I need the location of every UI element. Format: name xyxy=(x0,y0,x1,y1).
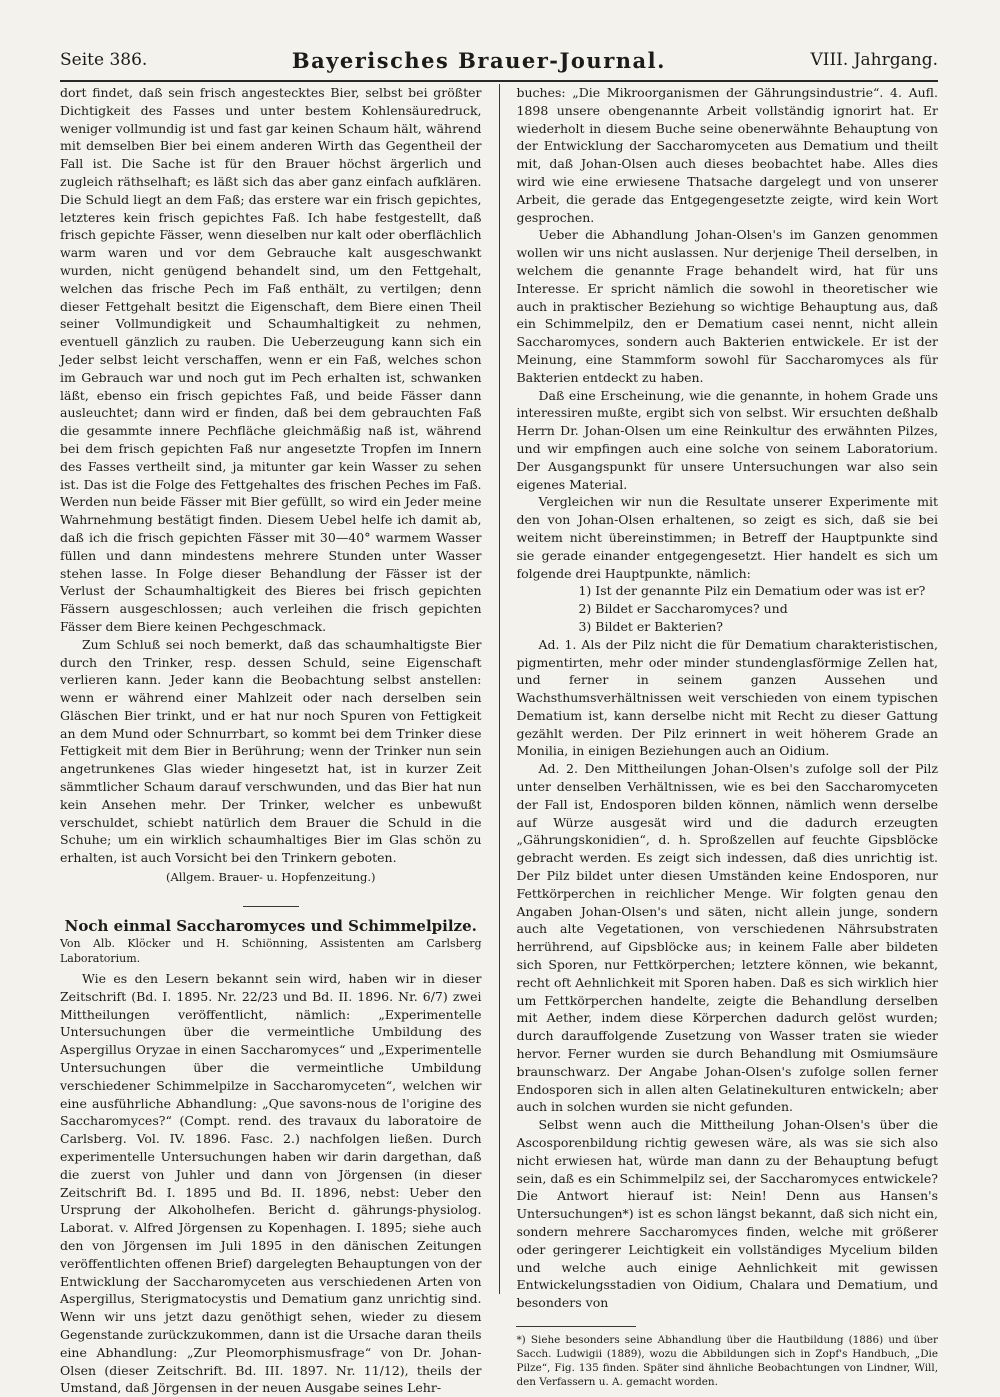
right-paragraph-1: buches: „Die Mikroorganismen der Gährungsindustrie“. 4. Aufl. 1898 unsere obengenannte Arbeit vollständig ignorirt hat. Er wiederholt in diesem Buche seine obenerwähnte Behauptung von der Entwicklung der Saccharomyceten aus Dematium und theilt mit, daß Johan-Olsen auch dieses beobachtet habe. Alles dies wird wie eine erwiesene Thatsache dargelegt und von unserer Arbeit, die gerade das Entgegengesetzte zeigte, wird kein Wort gesprochen. xyxy=(516,85,938,225)
question-item: 1) Ist der genannte Pilz ein Dematium oder was ist er? xyxy=(578,583,926,599)
article2-title: Noch einmal Saccharomyces und Schimmelpilze. xyxy=(64,917,477,936)
column-divider xyxy=(499,84,500,1294)
question-item: 3) Bildet er Bakterien? xyxy=(578,618,723,634)
right-column xyxy=(516,84,938,1388)
article2-byline: Von Alb. Klöcker und H. Schiönning, Assistenten am Carlsberg Laboratorium. xyxy=(60,937,482,965)
footnote-separator xyxy=(516,1326,636,1327)
article1-source: (Allgem. Brauer- u. Hopfenzeitung.) xyxy=(165,870,376,885)
footnote: *) Siehe besonders seine Abhandlung über die Hautbildung (1886) und über Sacch. Ludwigii (1889), wozu die Abbildungen sich in Zopf's Handbuch, „Die Pilze“, Fig. 135 finden. Später sind ähnliche Beobachtungen von Lindner, Will, den Verfassern u. A. gemacht worden. xyxy=(516,1333,938,1388)
text-columns xyxy=(60,84,938,1396)
page-header xyxy=(60,40,938,82)
question-list xyxy=(516,582,938,635)
left-column xyxy=(60,84,482,1396)
article1-paragraph-2: Zum Schluß sei noch bemerkt, daß das schaumhaltigste Bier durch den Trinker, resp. dessen Schuld, seine Eigenschaft verlieren kann. Jeder kann die Beobachtung selbst anstellen: wenn er während einer Mahlzeit oder nach derselben sein Gläschen Bier trinkt, und er hat nur noch Spuren von Fettigkeit an dem Mund oder Schnurrbart, so kommt bei dem Trinker diese Fettigkeit mit dem Bier in Berührung; wenn der Trinker nun sein angetrunkenes Glas wieder hingesetzt hat, ist in kurzer Zeit sämmtlicher Schaum darauf verschwunden, und das Bier hat nun kein Ansehen mehr. Der Trinker, welcher es unbewußt verschuldet, schiebt natürlich dem Brauer die Schuld in die Schuhe; um ein wirklich schaumhaltiges Bier im Glas schön zu erhalten, ist auch Vorsicht bei den Trinkern geboten. xyxy=(60,636,482,866)
right-paragraph-ad1: Ad. 1. Als der Pilz nicht die für Dematium charakteristischen, pigmentirten, mehr oder minder stundenglasförmige Zellen hat, und ferner in seinem ganzen Aussehen und Wachsthumsverhältnissen weit verschieden von einem typischen Dematium ist, kann derselbe nicht mit Recht zu dieser Gattung gezählt werden. Der Pilz erinnert in weit höherem Grade an Monilia, in einigen Beziehungen auch an Oidium. xyxy=(516,636,938,759)
right-paragraph-2: Ueber die Abhandlung Johan-Olsen's im Ganzen genommen wollen wir uns nicht auslassen. Nur derjenige Theil derselben, in welchem die genannte Frage behandelt wird, hat für uns Interesse. Er spricht nämlich die sowohl in theoretischer wie auch in praktischer Beziehung so wichtige Behauptung aus, daß ein Schimmelpilz, den er Dematium casei nennt, nicht allein Saccharomyces, sondern auch Bakterien entwickele. Er ist der Meinung, eine Stammform sowohl für Saccharomyces als für Bakterien entdeckt zu haben. xyxy=(516,227,938,385)
right-paragraph-last: Selbst wenn auch die Mittheilung Johan-Olsen's über die Ascosporenbildung richtig gewesen wäre, als was sie sich also nicht erwiesen hat, würde man dann zu der Behauptung befugt sein, daß es ein Schimmelpilz sei, der Saccharomyces entwickele? Die Antwort hierauf ist: Nein! Denn aus Hansen's Untersuchungen*) ist es schon längst bekannt, daß sich nicht ein, sondern mehrere Saccharomyces finden, welche mit größerer oder geringerer Leichtigkeit ein vollständiges Mycelium bilden und welche auch einige Aehnlichkeit mit gewissen Entwickelungsstadien von Oidium, Chalara und Dematium, und besonders von xyxy=(516,1117,938,1311)
right-paragraph-ad2: Ad. 2. Den Mittheilungen Johan-Olsen's zufolge soll der Pilz unter denselben Verhältnissen, wie es bei den Saccharomyceten der Fall ist, Endosporen bilden können, nämlich wenn derselbe auf Würze ausgesät wird und die dadurch erzeugten „Gährungskonidien“, d. h. Sproßzellen auf feuchte Gipsblöcke gebracht werden. Es zeigt sich indessen, daß dies unrichtig ist. Der Pilz bildet unter diesen Umständen keine Endosporen, nur Fettkörperchen in reichlicher Menge. Wir folgten genau den Angaben Johan-Olsen's und säten, nicht allein junge, sondern auch alte Vegetationen, von verschiedenen Nährsubstraten herrührend, auf Gipsblöcke aus; in keinem Falle aber bildeten sich Sporen, nur Fettkörperchen; letztere können, wie bekannt, recht oft Aehnlichkeit mit Sporen haben. Daß es sich wirklich hier um Fettkörperchen handelte, zeigte die Behandlung derselben mit Aether, indem diese Körperchen dadurch gelöst wurden; durch darauffolgende Zusetzung von Wasser traten sie wieder hervor. Ferner wurden sie durch Behandlung mit Osmiumsäure braunschwarz. Der Angabe Johan-Olsen's zufolge sollen ferner Endosporen sich in allen alten Gelatinekulturen entwickeln; aber auch in solchen wurden sie nicht gefunden. xyxy=(516,761,938,1115)
right-paragraph-4: Vergleichen wir nun die Resultate unserer Experimente mit den von Johan-Olsen erhaltenen, so zeigt es sich, daß sie bei weitem nicht übereinstimmen; in Betreff der Hauptpunkte sind sie gerade einander entgegengesetzt. Hier handelt es sich um folgende drei Hauptpunkte, nämlich: xyxy=(516,494,938,581)
right-paragraph-3: Daß eine Erscheinung, wie die genannte, in hohem Grade uns interessiren mußte, ergibt sich von selbst. Wir ersuchten deßhalb Herrn Dr. Johan-Olsen um eine Reinkultur des erwähnten Pilzes, und wir empfingen auch eine solche von seinem Laboratorium. Der Ausgangspunkt für unsere Untersuchungen war also sein eigenes Material. xyxy=(516,387,938,492)
volume-label: VIII. Jahrgang. xyxy=(810,50,938,70)
page-number: Seite 386. xyxy=(60,50,148,70)
article1-paragraph-1: dort findet, daß sein frisch angestecktes Bier, selbst bei größter Dichtigkeit des Fasses und unter bestem Kohlensäuredruck, weniger vollmundig ist und fast gar keinen Schaum hält, während mit demselben Bier bei einem anderen Wirth das Gegentheil der Fall ist. Die Sache ist für den Brauer höchst ärgerlich und zugleich räthselhaft; es läßt sich das aber ganz einfach aufklären. Die Schuld liegt an dem Faß; das erstere war ein frisch gepichtes, letzteres kein frisch gepichtes Faß. Ich habe festgestellt, daß frisch gepichte Fässer, wenn dieselben nur kalt oder oberflächlich warm waren und vor dem Gebrauche kalt ausgeschwankt wurden, nicht genügend behandelt sind, um den Fettgehalt, welchen das frische Pech im Faß enthält, zu vertilgen; denn dieser Fettgehalt besitzt die Eigenschaft, dem Biere einen Theil seiner Vollmundigkeit und Schaumhaltigkeit zu nehmen, eventuell gänzlich zu rauben. Die Ueberzeugung kann sich ein Jeder selbst leicht verschaffen, wenn er ein Faß, welches schon im Gebrauch war und noch gut im Pech erhalten ist, schwanken läßt, ebenso ein frisch gepichtes Faß, und beide Fässer dann ausleuchtet; dann wird er finden, daß bei dem gebrauchten Faß die gesammte innere Pechfläche gleichmäßig naß ist, während bei dem frisch gepichten Faß nur angesetzte Tropfen im Innern des Fasses vertheilt sind, ja mitunter gar kein Wasser zu sehen ist. Das ist die Folge des Fettgehaltes des frischen Peches im Faß. Werden nun beide Fässer mit Bier gefüllt, so wird ein Jeder meine Wahrnehmung bestätigt finden. Diesem Uebel helfe ich damit ab, daß ich die frisch gepichten Fässer mit 30—40° warmem Wasser füllen und dann mindestens mehrere Stunden unter Wasser stehen lasse. In Folge dieser Behandlung der Fässer ist der Verlust der Schaumhaltigkeit des Bieres bei frisch gepichten Fässern ausgeschlossen; auch verleihen die frisch gepichten Fässer dem Biere keinen Pechgeschmack. xyxy=(60,85,482,634)
journal-title: Bayerisches Brauer-Journal. xyxy=(291,47,666,73)
article-separator xyxy=(243,906,299,907)
question-item: 2) Bildet er Saccharomyces? und xyxy=(578,601,788,617)
article2-paragraph-1: Wie es den Lesern bekannt sein wird, haben wir in dieser Zeitschrift (Bd. I. 1895. Nr. 22/23 und Bd. II. 1896. Nr. 6/7) zwei Mittheilungen veröffentlicht, nämlich: „Experimentelle Untersuchungen über die vermeintliche Umbildung des Aspergillus Oryzae in einen Saccharomyces“ und „Experimentelle Untersuchungen über die vermeintliche Umbildung verschiedener Schimmelpilze in Saccharomyceten“, welchen wir eine ausführliche Abhandlung: „Que savons-nous de l'origine des Saccharomyces?“ (Compt. rend. des travaux du laboratoire de Carlsberg. Vol. IV. 1896. Fasc. 2.) nachfolgen ließen. Durch experimentelle Untersuchungen haben wir darin dargethan, daß die zuerst von Juhler und dann von Jörgensen (in dieser Zeitschrift Bd. I. 1895 und Bd. II. 1896, nebst: Ueber den Ursprung der Alkoholhefen. Bericht d. gährungs-physiolog. Laborat. v. Alfred Jörgensen zu Kopenhagen. I. 1895; siehe auch den von Jörgensen im Juli 1895 in den dänischen Zeitungen veröffentlichten offenen Brief) dargelegten Behauptungen von der Entwicklung der Saccharomyceten aus verschiedenen Arten von Aspergillus, Sterigmatocystis und Dematium ganz unrichtig sind. Wenn wir uns jetzt dazu genöthigt sehen, wieder zu diesem Gegenstande zurückzukommen, dann ist die Ursache daran theils eine Abhandlung: „Zur Pleomorphismusfrage“ von Dr. Johan-Olsen (dieser Zeitschrift. Bd. III. 1897. Nr. 11/12), theils der Umstand, daß Jörgensen in der neuen Ausgabe seines Lehr- xyxy=(60,971,482,1396)
